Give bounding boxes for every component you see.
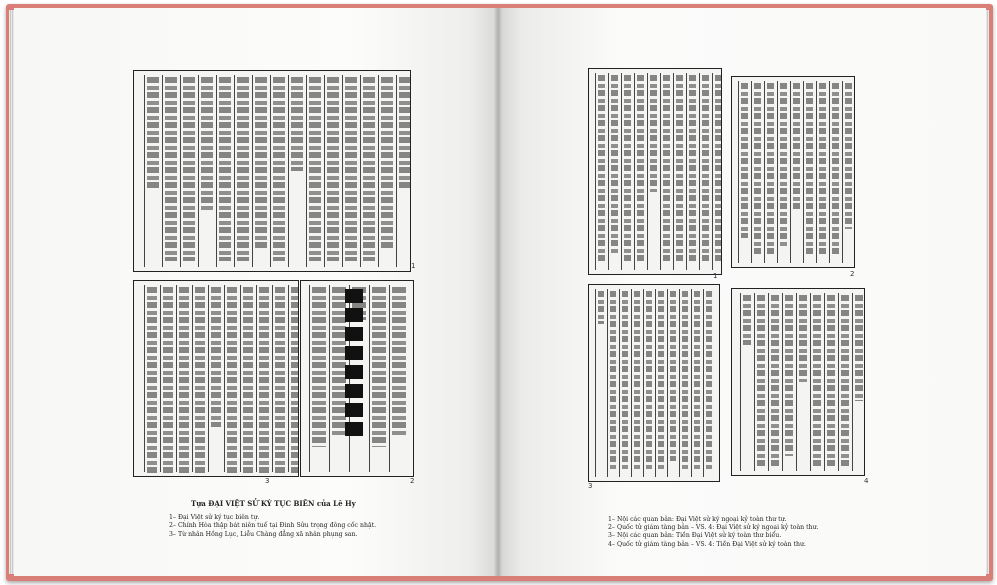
manuscript-text-column	[832, 83, 839, 257]
manuscript-text-column	[598, 75, 605, 264]
column-rule	[224, 285, 225, 472]
column-rule	[816, 81, 817, 263]
caption-line: 3– Nội các quan bản: Tiền Đại Việt sử ký toàn thư biểu.	[608, 532, 782, 540]
column-rule	[852, 293, 853, 471]
column-rule	[803, 81, 804, 263]
manuscript-text-column	[676, 75, 683, 264]
caption-line: 4– Quốc tử giám tàng bản – VS. 4: Tiền Đại Việt sử ký toàn thư.	[608, 540, 806, 548]
column-rule	[643, 289, 644, 477]
column-rule	[192, 285, 193, 472]
column-rule	[369, 285, 370, 472]
column-rule	[240, 285, 241, 472]
manuscript-text-column	[767, 83, 774, 257]
manuscript-text-column	[706, 291, 712, 471]
manuscript-text-column	[227, 287, 237, 476]
manuscript-text-column	[757, 295, 765, 466]
column-rule	[712, 73, 713, 270]
manuscript-text-column	[650, 75, 657, 192]
column-rule	[288, 285, 289, 472]
manuscript-text-column	[845, 83, 852, 229]
manuscript-text-column	[771, 295, 779, 466]
manuscript-text-column	[694, 291, 700, 471]
column-rule	[329, 285, 330, 472]
manuscript-text-column	[147, 77, 159, 191]
manuscript-text-column	[743, 295, 751, 345]
manuscript-text-column	[179, 287, 189, 476]
column-rule	[842, 81, 843, 263]
column-rule	[176, 285, 177, 472]
column-rule	[208, 285, 209, 472]
manuscript-text-column	[658, 291, 664, 471]
column-rule	[829, 81, 830, 263]
column-rule	[360, 75, 361, 267]
column-rule	[660, 73, 661, 270]
column-rule	[699, 73, 700, 270]
column-rule	[252, 75, 253, 267]
manuscript-text-column	[819, 83, 826, 257]
column-rule	[673, 73, 674, 270]
manuscript-text-column	[211, 287, 221, 427]
manuscript-text-column	[806, 83, 813, 257]
column-rule	[738, 81, 739, 263]
manuscript-text-column	[702, 75, 709, 264]
column-rule	[621, 73, 622, 270]
manuscript-text-column	[291, 77, 303, 171]
caption-line: 2– Quốc tử giám tàng bản – VS. 4: Đại Việt sử ký ngoại kỷ toàn thư.	[608, 524, 819, 532]
column-rule	[160, 285, 161, 472]
manuscript-text-column	[813, 295, 821, 466]
scan-image-2	[300, 280, 414, 477]
column-rule	[768, 293, 769, 471]
caption-line: 1– Nội các quan bản: Đại Việt sử ký ngoại kỷ toàn thư tự.	[608, 516, 787, 523]
column-rule	[342, 75, 343, 267]
column-rule	[144, 75, 145, 267]
manuscript-text-column	[611, 75, 618, 254]
manuscript-text-column	[273, 77, 285, 261]
manuscript-text-column	[841, 295, 849, 466]
column-rule	[824, 293, 825, 471]
column-rule	[679, 289, 680, 477]
column-rule	[595, 289, 596, 477]
manuscript-text-column	[237, 77, 249, 261]
scan-image-1	[133, 70, 411, 272]
manuscript-text-column	[663, 75, 670, 264]
book-spine	[494, 8, 502, 576]
column-rule	[288, 75, 289, 267]
column-rule	[751, 81, 752, 263]
column-rule	[607, 289, 608, 477]
manuscript-text-column	[243, 287, 253, 476]
column-rule	[270, 75, 271, 267]
column-rule	[796, 293, 797, 471]
caption-line: 3– Từ nhân Hồng Lục, Liễu Chàng đẳng xã nhân phụng san.	[169, 530, 358, 538]
column-rule	[655, 289, 656, 477]
scan-image-3	[133, 280, 299, 477]
column-rule	[198, 75, 199, 267]
left-caption	[169, 500, 489, 539]
manuscript-text-column	[682, 291, 688, 471]
manuscript-text-column	[345, 77, 357, 261]
scan-image-3	[588, 284, 720, 482]
manuscript-text-column	[622, 291, 628, 471]
column-rule	[378, 75, 379, 267]
manuscript-text-column	[799, 295, 807, 382]
column-rule	[782, 293, 783, 471]
figure-number: 1	[411, 262, 416, 270]
caption-title: Tựa ĐẠI VIỆT SỬ KÝ TỤC BIÊN của Lê Hy	[191, 499, 356, 508]
manuscript-text-column	[754, 83, 761, 257]
manuscript-text-column	[624, 75, 631, 264]
manuscript-text-column	[785, 295, 793, 456]
manuscript-text-column	[327, 77, 339, 261]
figure-number: 3	[265, 477, 270, 485]
column-rule	[740, 293, 741, 471]
manuscript-text-column	[255, 77, 267, 251]
manuscript-text-column	[646, 291, 652, 471]
column-rule	[216, 75, 217, 267]
column-rule	[162, 75, 163, 267]
column-rule	[691, 289, 692, 477]
column-rule	[256, 285, 257, 472]
manuscript-text-column	[183, 77, 195, 261]
manuscript-text-column	[312, 287, 326, 447]
column-rule	[686, 73, 687, 270]
column-rule	[306, 75, 307, 267]
column-rule	[647, 73, 648, 270]
manuscript-text-column	[275, 287, 285, 476]
column-rule	[790, 81, 791, 263]
manuscript-text-column	[637, 75, 644, 264]
column-rule	[309, 285, 310, 472]
manuscript-text-column	[201, 77, 213, 211]
caption-line: 2– Chính Hòa thập bát niên tuế tại Đinh Sửu trọng đông cốc nhật.	[169, 522, 377, 530]
column-rule	[634, 73, 635, 270]
manuscript-text-column	[689, 75, 696, 264]
manuscript-text-column	[195, 287, 205, 476]
caption-line: 1– Đại Việt sử ký tục biên tự.	[169, 514, 260, 522]
column-rule	[234, 75, 235, 267]
manuscript-text-column	[291, 287, 299, 476]
column-rule	[764, 81, 765, 263]
column-rule	[619, 289, 620, 477]
figure-number: 4	[864, 477, 869, 485]
manuscript-text-column	[793, 83, 800, 210]
scan-image-4	[731, 288, 865, 476]
column-rule	[396, 75, 397, 267]
large-heading-characters	[345, 289, 363, 439]
column-rule	[703, 289, 704, 477]
column-rule	[754, 293, 755, 471]
figure-number: 1	[713, 272, 718, 280]
manuscript-text-column	[634, 291, 640, 471]
manuscript-text-column	[598, 291, 604, 324]
right-page	[498, 8, 986, 576]
figure-number: 2	[410, 477, 415, 485]
manuscript-text-column	[392, 287, 406, 437]
manuscript-text-column	[372, 287, 386, 447]
manuscript-text-column	[219, 77, 231, 261]
manuscript-text-column	[363, 77, 375, 261]
column-rule	[777, 81, 778, 263]
column-rule	[838, 293, 839, 471]
manuscript-text-column	[855, 295, 863, 401]
manuscript-text-column	[332, 287, 346, 437]
manuscript-text-column	[147, 287, 157, 476]
left-page	[14, 8, 498, 576]
column-rule	[324, 75, 325, 267]
manuscript-text-column	[399, 77, 411, 191]
column-rule	[631, 289, 632, 477]
column-rule	[667, 289, 668, 477]
column-rule	[595, 73, 596, 270]
manuscript-text-column	[670, 291, 676, 461]
manuscript-text-column	[827, 295, 835, 466]
manuscript-text-column	[259, 287, 269, 476]
manuscript-text-column	[610, 291, 616, 471]
column-rule	[608, 73, 609, 270]
manuscript-text-column	[163, 287, 173, 476]
figure-number: 3	[588, 482, 593, 490]
manuscript-text-column	[165, 77, 177, 261]
scan-image-2	[731, 76, 855, 268]
manuscript-text-column	[381, 77, 393, 251]
manuscript-text-column	[741, 83, 748, 238]
column-rule	[810, 293, 811, 471]
column-rule	[389, 285, 390, 472]
scan-image-1	[588, 68, 722, 275]
column-rule	[272, 285, 273, 472]
manuscript-text-column	[309, 77, 321, 261]
figure-number: 2	[850, 270, 855, 278]
column-rule	[180, 75, 181, 267]
manuscript-text-column	[780, 83, 787, 248]
manuscript-text-column	[715, 75, 722, 264]
column-rule	[144, 285, 145, 472]
right-caption	[608, 516, 968, 549]
